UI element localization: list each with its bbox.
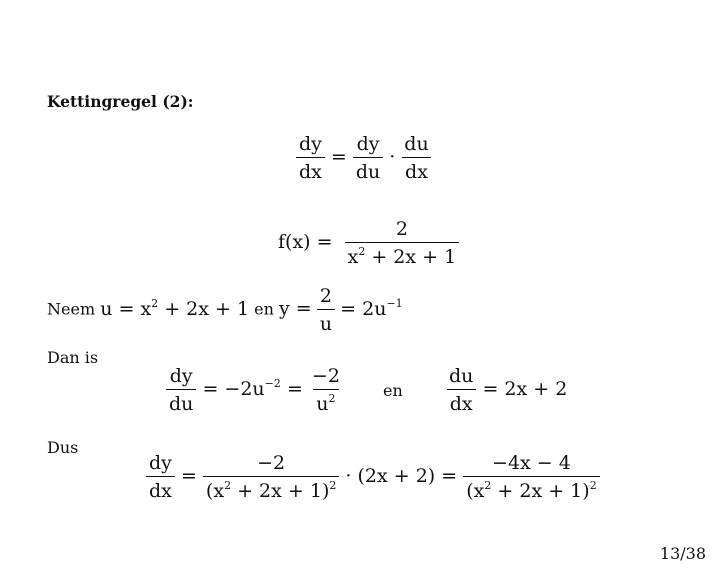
label-dan-is: Dan is (47, 348, 99, 367)
mid-expression (202, 378, 280, 400)
multiply-dot: · (389, 146, 396, 168)
fraction-result (463, 452, 599, 502)
numerator: du (404, 133, 429, 155)
derivative-dy-du (166, 365, 343, 415)
multiply-expression: · (2x + 2) = (345, 465, 458, 487)
label-dus: Dus (47, 438, 79, 457)
exponent: 2 (328, 392, 336, 405)
power-base: = 2u (340, 297, 387, 320)
exponent: −1 (386, 296, 403, 310)
u-definition (100, 298, 249, 320)
numerator: −2 (257, 452, 286, 474)
denominator-u: u (316, 393, 329, 415)
numerator: dy (149, 452, 172, 474)
exponent: 2 (224, 479, 232, 492)
denominator-rest: + 2x + 1) (231, 480, 330, 502)
numerator: dy (169, 365, 193, 387)
fraction-2-over-u (317, 285, 335, 335)
exponent: 2 (484, 479, 492, 492)
denominator (203, 476, 339, 502)
denominator-rest: + 2x + 1 (365, 246, 457, 268)
denominator: u (317, 309, 335, 335)
u-def-start: u = x (100, 297, 152, 320)
numerator: du (449, 365, 474, 387)
exponent: 2 (151, 296, 159, 310)
fraction-dy-du (166, 365, 196, 415)
fraction-first (203, 452, 339, 502)
word-en: en (254, 299, 274, 319)
denominator: du (353, 157, 383, 183)
numerator: −4x − 4 (492, 452, 571, 474)
equals-sign: = (180, 465, 197, 487)
denominator-open: (x (205, 480, 225, 502)
function-lhs: f(x) = (278, 231, 333, 253)
denominator: du (166, 389, 196, 415)
exponent: 2 (589, 479, 597, 492)
slide-title: Kettingregel (2): (47, 92, 194, 111)
final-derivative (146, 452, 600, 502)
denominator: dx (447, 389, 476, 415)
word-en: en (383, 381, 403, 400)
fraction-dy-du (353, 133, 383, 183)
fraction-dy-dx (296, 133, 325, 183)
exponent: 2 (329, 479, 337, 492)
denominator: dx (146, 476, 175, 502)
numerator: −2 (311, 365, 340, 387)
fraction-du-dx (401, 133, 431, 183)
derivative-du-dx (446, 365, 567, 415)
fraction-dy-dx (146, 452, 175, 502)
denominator: dx (402, 157, 431, 183)
numerator: dy (299, 133, 322, 155)
page-number: 13/38 (659, 544, 706, 563)
power-form (340, 298, 403, 320)
function-definition (278, 218, 459, 268)
mid-expression-base: = −2u (202, 378, 265, 400)
denominator (463, 476, 599, 502)
denominator-rest: + 2x + 1) (491, 480, 590, 502)
numerator: dy (356, 133, 380, 155)
y-definition: y = (279, 297, 312, 320)
u-def-rest: + 2x + 1 (158, 297, 250, 320)
du-dx-result: = 2x + 2 (482, 378, 568, 400)
chain-rule-equation (296, 133, 432, 183)
denominator (345, 242, 460, 268)
numerator: 2 (319, 285, 332, 307)
exponent: 2 (358, 245, 366, 258)
exponent: −2 (264, 377, 281, 390)
substitution-line (47, 285, 403, 335)
function-fraction (345, 218, 460, 268)
equals-sign: = (330, 146, 347, 168)
word-neem: Neem (47, 299, 96, 319)
denominator-open: (x (466, 480, 485, 502)
denominator: dx (296, 157, 325, 183)
fraction-du-dx (446, 365, 476, 415)
denominator-x: x (347, 246, 359, 268)
denominator (313, 389, 338, 415)
equals-sign: = (286, 378, 303, 400)
numerator: 2 (395, 218, 408, 240)
fraction-minus2-over-u2 (309, 365, 343, 415)
